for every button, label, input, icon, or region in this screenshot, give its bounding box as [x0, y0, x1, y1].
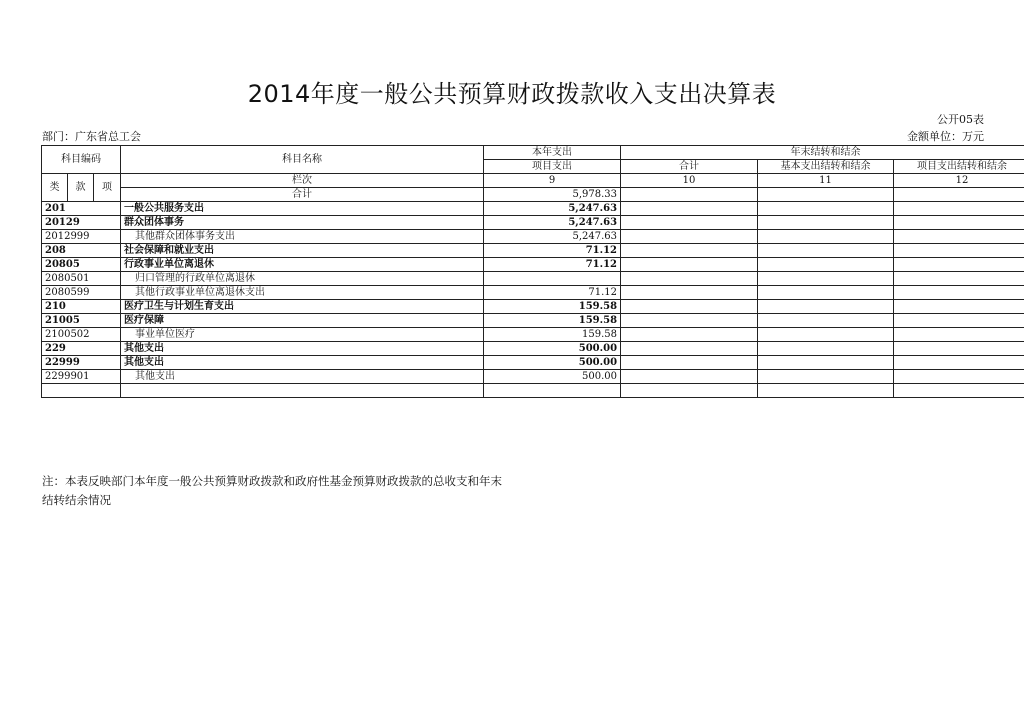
row-name: 医疗保障 [121, 314, 484, 328]
budget-table [41, 145, 1024, 398]
table-cell [621, 272, 758, 286]
row-value: 5,247.63 [484, 202, 621, 216]
row-name: 一般公共服务支出 [121, 202, 484, 216]
table-row [42, 328, 1024, 342]
table-row [42, 300, 1024, 314]
table-cell [621, 244, 758, 258]
table-row [42, 370, 1024, 384]
table-cell [621, 216, 758, 230]
row-value: 159.58 [484, 300, 621, 314]
table-cell [894, 272, 1024, 286]
table-row [42, 202, 1024, 216]
table-cell [894, 202, 1024, 216]
table-cell [758, 202, 894, 216]
row-value: 159.58 [484, 328, 621, 342]
unit-label: 金额单位：万元 [907, 130, 984, 143]
header-code: 科目编码 [42, 146, 121, 174]
row-name: 归口管理的行政单位离退休 [121, 272, 484, 286]
row-code: 22999 [42, 356, 121, 370]
table-cell [758, 188, 894, 202]
header-column-no: 栏次 [121, 174, 484, 188]
table-cell [621, 230, 758, 244]
row-code: 201 [42, 202, 121, 216]
row-code: 2100502 [42, 328, 121, 342]
row-value [484, 272, 621, 286]
table-cell [894, 300, 1024, 314]
row-name: 其他支出 [121, 342, 484, 356]
header-name: 科目名称 [121, 146, 484, 174]
row-code: 20129 [42, 216, 121, 230]
table-cell [758, 244, 894, 258]
header-xiang: 项 [94, 174, 121, 202]
table-cell [758, 342, 894, 356]
table-cell [758, 258, 894, 272]
header-lei: 类 [42, 174, 68, 202]
row-code: 210 [42, 300, 121, 314]
row-code: 20805 [42, 258, 121, 272]
table-cell [894, 244, 1024, 258]
row-name: 其他群众团体事务支出 [121, 230, 484, 244]
table-cell [758, 272, 894, 286]
table-cell [621, 328, 758, 342]
table-cell [894, 216, 1024, 230]
row-code: 208 [42, 244, 121, 258]
table-row [42, 286, 1024, 300]
table-cell [42, 384, 121, 398]
header-total: 合计 [621, 160, 758, 174]
row-name: 其他行政事业单位离退休支出 [121, 286, 484, 300]
table-row [42, 230, 1024, 244]
table-cell [621, 370, 758, 384]
table-cell [758, 356, 894, 370]
header-kuan: 款 [68, 174, 94, 202]
table-cell [758, 286, 894, 300]
table-cell [621, 202, 758, 216]
table-cell [621, 258, 758, 272]
table-row [42, 244, 1024, 258]
table-cell [758, 314, 894, 328]
col-no-12: 12 [894, 174, 1024, 188]
table-row [42, 258, 1024, 272]
row-name: 社会保障和就业支出 [121, 244, 484, 258]
row-name: 医疗卫生与计划生育支出 [121, 300, 484, 314]
table-cell [621, 300, 758, 314]
row-value: 71.12 [484, 258, 621, 272]
table-cell [894, 188, 1024, 202]
table-row [42, 356, 1024, 370]
row-value: 5,247.63 [484, 216, 621, 230]
row-value: 71.12 [484, 286, 621, 300]
table-cell [621, 342, 758, 356]
header-project-expense: 项目支出 [484, 160, 621, 174]
col-no-11: 11 [758, 174, 894, 188]
col-no-9: 9 [484, 174, 621, 188]
table-cell [758, 370, 894, 384]
col-no-10: 10 [621, 174, 758, 188]
table-id: 公开05表 [937, 113, 984, 126]
sum-label: 合计 [121, 188, 484, 202]
table-cell [621, 188, 758, 202]
row-value: 500.00 [484, 356, 621, 370]
row-value: 71.12 [484, 244, 621, 258]
department-label: 部门：广东省总工会 [42, 130, 141, 143]
table-cell [894, 258, 1024, 272]
table-row [42, 342, 1024, 356]
table-cell [894, 356, 1024, 370]
row-name: 其他支出 [121, 356, 484, 370]
table-cell [894, 370, 1024, 384]
table-cell [484, 384, 621, 398]
footnote [42, 472, 572, 510]
table-cell [894, 230, 1024, 244]
table-cell [121, 384, 484, 398]
row-code: 21005 [42, 314, 121, 328]
header-basic-carry: 基本支出结转和结余 [758, 160, 894, 174]
table-cell [758, 328, 894, 342]
table-cell [894, 286, 1024, 300]
table-cell [894, 384, 1024, 398]
sum-value: 5,978.33 [484, 188, 621, 202]
row-name: 行政事业单位离退休 [121, 258, 484, 272]
table-cell [758, 230, 894, 244]
header-project-carry: 项目支出结转和结余 [894, 160, 1024, 174]
table-cell [758, 216, 894, 230]
table-cell [894, 342, 1024, 356]
table-row [42, 314, 1024, 328]
table-cell [621, 384, 758, 398]
row-name: 群众团体事务 [121, 216, 484, 230]
table-cell [894, 328, 1024, 342]
table-cell [758, 300, 894, 314]
row-value: 500.00 [484, 370, 621, 384]
table-cell [621, 314, 758, 328]
header-year-end: 年末结转和结余 [621, 146, 1024, 160]
row-value: 159.58 [484, 314, 621, 328]
row-value: 5,247.63 [484, 230, 621, 244]
header-current-year: 本年支出 [484, 146, 621, 160]
row-value: 500.00 [484, 342, 621, 356]
table-cell [621, 356, 758, 370]
row-code: 2012999 [42, 230, 121, 244]
row-code: 2080599 [42, 286, 121, 300]
row-code: 229 [42, 342, 121, 356]
table-cell [621, 286, 758, 300]
row-code: 2299901 [42, 370, 121, 384]
table-row [42, 384, 1024, 398]
footnote-line: 结转结余情况 [42, 493, 111, 507]
row-code: 2080501 [42, 272, 121, 286]
table-cell [758, 384, 894, 398]
page-title: 2014年度一般公共预算财政拨款收入支出决算表 [247, 80, 777, 108]
table-row [42, 216, 1024, 230]
table-row [42, 272, 1024, 286]
row-name: 事业单位医疗 [121, 328, 484, 342]
row-name: 其他支出 [121, 370, 484, 384]
table-cell [894, 314, 1024, 328]
footnote-line: 注：本表反映部门本年度一般公共预算财政拨款和政府性基金预算财政拨款的总收支和年末 [42, 474, 502, 488]
